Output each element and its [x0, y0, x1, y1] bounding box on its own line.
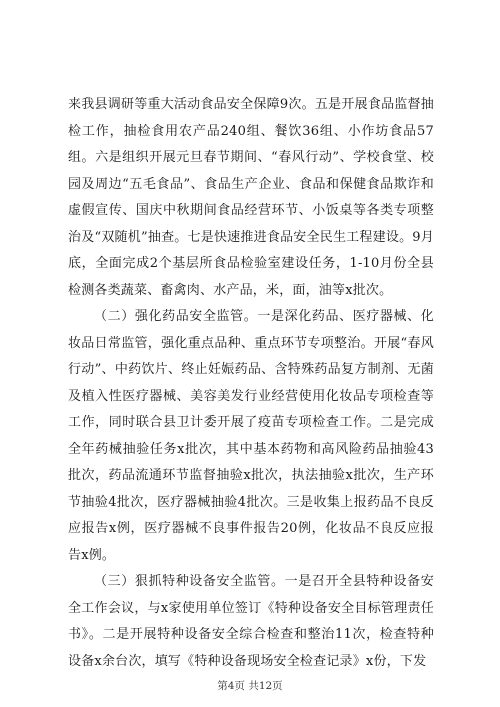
paragraph-food-safety-continued: 来我县调研等重大活动食品安全保障9次。五是开展食品监督抽检工作，抽检食用农产品240组、餐饮36组、小作坊食品57组。六是组织开展元旦春节期间、“春风行动”、学校食堂、校园及周边“五毛食品”、食品生产企业、食品和保健食品欺诈和虚假宣传、国庆中秋期间食品经营环节、小饭桌等各类专项整治及“双随机”抽查。七是快速推进食品安全民生工程建设。9月底，全面完成2个基层所食品检验室建设任务，1-10月份全县检测各类蔬菜、畜禽肉、水产品，米，面，油等x批次。: [68, 97, 434, 298]
paragraph-drug-safety: （二）强化药品安全监管。一是深化药品、医疗器械、化妆品日常监管，强化重点品种、重点环节专项整治。开展“春风行动”、中药饮片、终止妊娠药品、含特殊药品复方制剂、无菌及植入性医疗器械、美容美发行业经营使用化妆品专项检查等工作，同时联合县卫计委开展了疫苗专项检查工作。二是完成全年药械抽验任务x批次，其中基本药物和高风险药品抽验43批次，药品流通环节监督抽验x批次，执法抽验x批次，生产环节抽验4批次，医疗器械抽验4批次。三是收集上报药品不良反应报告x例，医疗器械不良事件报告20例，化妆品不良反应报告x例。: [68, 309, 434, 563]
document-body: [68, 92, 434, 675]
paragraph-special-equipment: （三）狠抓特种设备安全监管。一是召开全县特种设备安全工作会议，与x家使用单位签订《特种设备安全目标管理责任书》。二是开展特种设备安全综合检查和整治11次，检查特种设备x余台次，填写《特种设备现场安全检查记录》x份，下发: [68, 574, 434, 669]
page-number-footer: 第4页 共12页: [217, 680, 283, 692]
